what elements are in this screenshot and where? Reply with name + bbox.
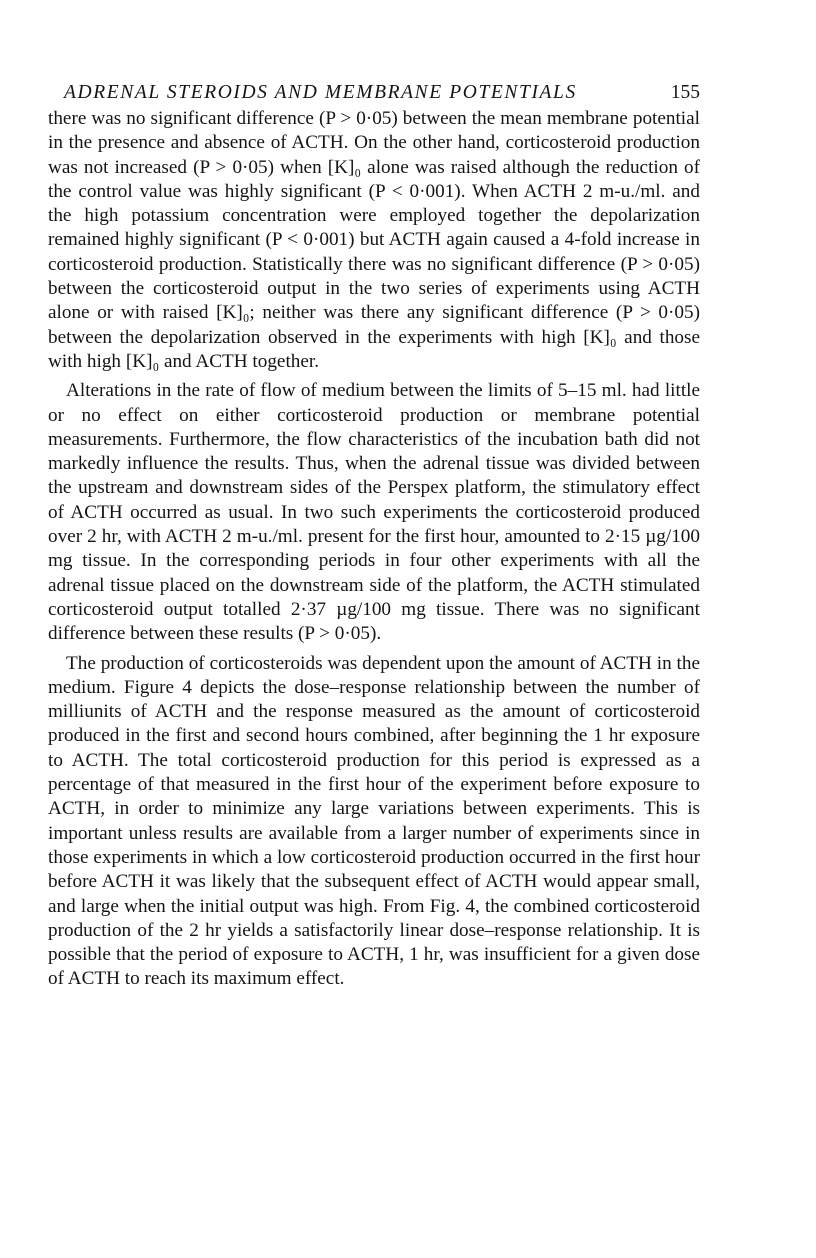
page xyxy=(48,82,700,997)
running-header xyxy=(48,82,700,104)
paragraph-flow-rate: Alterations in the rate of flow of medium between the limits of 5–15 ml. had little or no effect on either corticosteroid production or membrane potential measurements. Furthermore, the flow characteristics of the incubation bath did not markedly influence the results. Thus, when the adrenal tissue was divided between the upstream and downstream sides of the Perspex platform, the stimulatory effect of ACTH occurred as usual. In two such experiments the corticosteroid produced over 2 hr, with ACTH 2 m-u./ml. present for the first hour, amounted to 2·15 µg/100 mg tissue. In the corresponding periods in four other experiments with all the adrenal tissue placed on the downstream side of the platform, the ACTH stimulated corticosteroid output totalled 2·37 µg/100 mg tissue. There was no significant difference between these results (P > 0·05). xyxy=(48,380,700,645)
paragraph-dose-response: The production of corticosteroids was dependent upon the amount of ACTH in the medium. Figure 4 depicts the dose–response relationship between the number of milliunits of ACTH and the response measured as the amount of corticosteroid produced in the first and second hours combined, after beginning the 1 hr exposure to ACTH. The total corticosteroid production for this period is expressed as a percentage of that measured in the first hour of the experiment before exposure to ACTH, in order to minimize any large variations between experiments. This is important unless results are available from a larger number of experiments since in those experiments in which a low corticosteroid production occurred in the first hour before ACTH it was likely that the subsequent effect of ACTH would appear small, and large when the initial output was high. From Fig. 4, the combined corticosteroid production of the 2 hr yields a satisfactorily linear dose–response relationship. It is possible that the period of exposure to ACTH, 1 hr, was insufficient for a given dose of ACTH to reach its maximum effect. xyxy=(48,652,700,990)
paragraph-continued-results: there was no significant difference (P > 0·05) between the mean membrane potential in the presence and absence of ACTH. On the other hand, corticosteroid production was not increased (P > 0·05) when [K]₀ alone was raised although the reduction of the control value was highly significant (P < 0·001). When ACTH 2 m-u./ml. and the high potassium concentration were employed together the depolarization remained highly significant (P < 0·001) but ACTH again caused a 4-fold increase in corticosteroid production. Statistically there was no significant difference (P > 0·05) between the corticosteroid output in the two series of experiments using ACTH alone or with raised [K]₀; neither was there any significant difference (P > 0·05) between the depolarization observed in the experiments with high [K]₀ and those with high [K]₀ and ACTH together. xyxy=(48,108,700,372)
running-title: ADRENAL STEROIDS AND MEMBRANE POTENTIALS xyxy=(64,82,577,103)
page-number: 155 xyxy=(670,82,700,103)
